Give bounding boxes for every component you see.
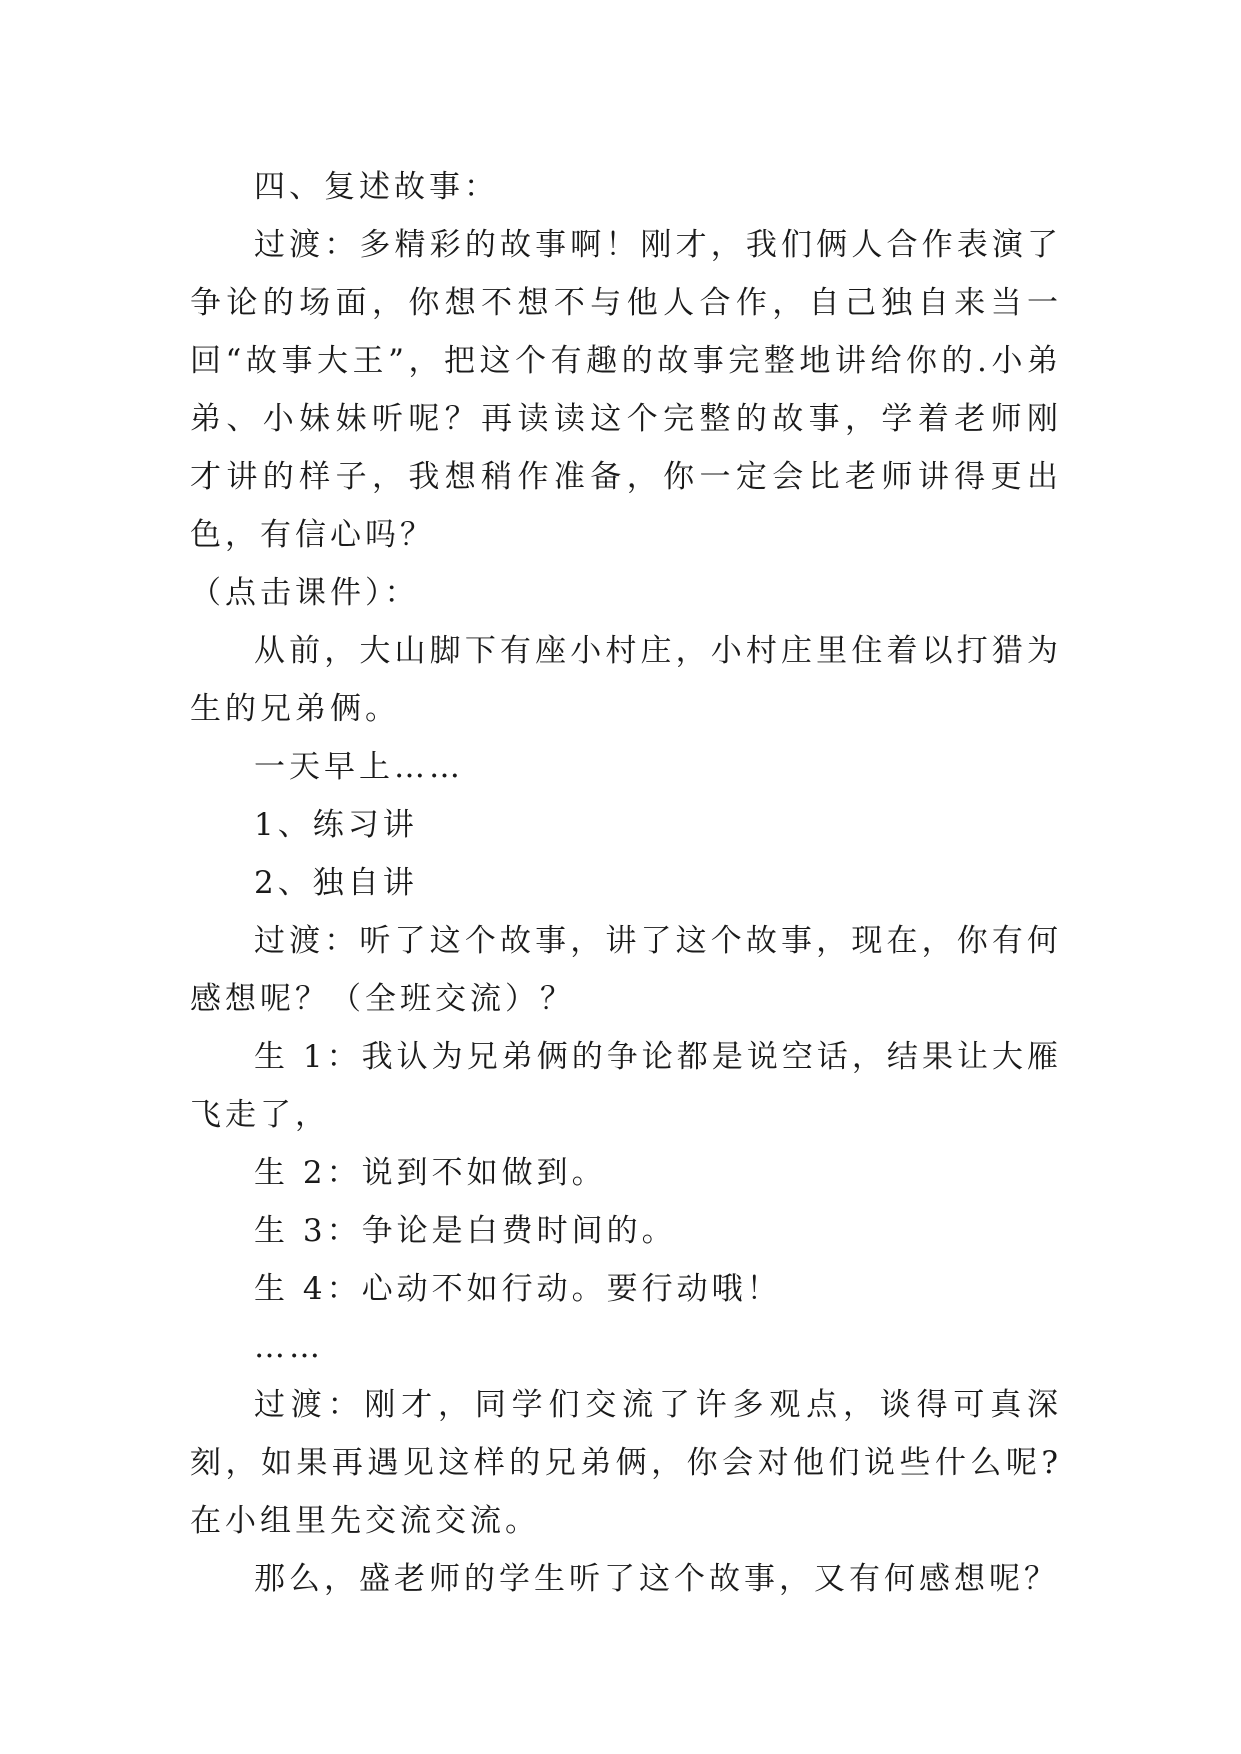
paragraph-student-3: 生 3：争论是白费时间的。: [254, 1213, 677, 1249]
list-item-practice: 1、练习讲: [254, 807, 418, 843]
section-heading: 四、复述故事：: [254, 169, 499, 205]
paragraph-student-1: 生 1：我认为兄弟俩的争论都是说空话，结果让大雁飞走了，: [190, 1039, 1062, 1133]
paragraph-student-4: 生 4：心动不如行动。要行动哦！: [254, 1271, 782, 1307]
list-item-solo: 2、独自讲: [254, 865, 418, 901]
paragraph-click-courseware: （点击课件）：: [190, 575, 420, 611]
paragraph-transition-1: 过渡：多精彩的故事啊！刚才，我们俩人合作表演了争论的场面，你想不想不与他人合作，自己独自来当一回“故事大王”，把这个有趣的故事完整地讲给你的.小弟弟、小妹妹听呢？再读读这个完整的故事，学着老师刚才讲的样子，我想稍作准备，你一定会比老师讲得更出色，有信心吗？: [190, 227, 1062, 553]
paragraph-story-opening: 从前，大山脚下有座小村庄，小村庄里住着以打猎为生的兄弟俩。: [190, 633, 1062, 727]
paragraph-transition-3: 过渡：刚才，同学们交流了许多观点，谈得可真深刻，如果再遇见这样的兄弟俩，你会对他们说些什么呢?在小组里先交流交流。: [190, 1387, 1062, 1539]
paragraph-closing-question: 那么，盛老师的学生听了这个故事，又有何感想呢？: [254, 1561, 1059, 1597]
paragraph-one-morning: 一天早上……: [254, 749, 464, 785]
paragraph-student-2: 生 2：说到不如做到。: [254, 1155, 607, 1191]
document-body: [190, 158, 1062, 1608]
paragraph-transition-2: 过渡：听了这个故事，讲了这个故事，现在，你有何感想呢？（全班交流）？: [190, 923, 1062, 1017]
paragraph-ellipsis: ……: [254, 1329, 324, 1365]
